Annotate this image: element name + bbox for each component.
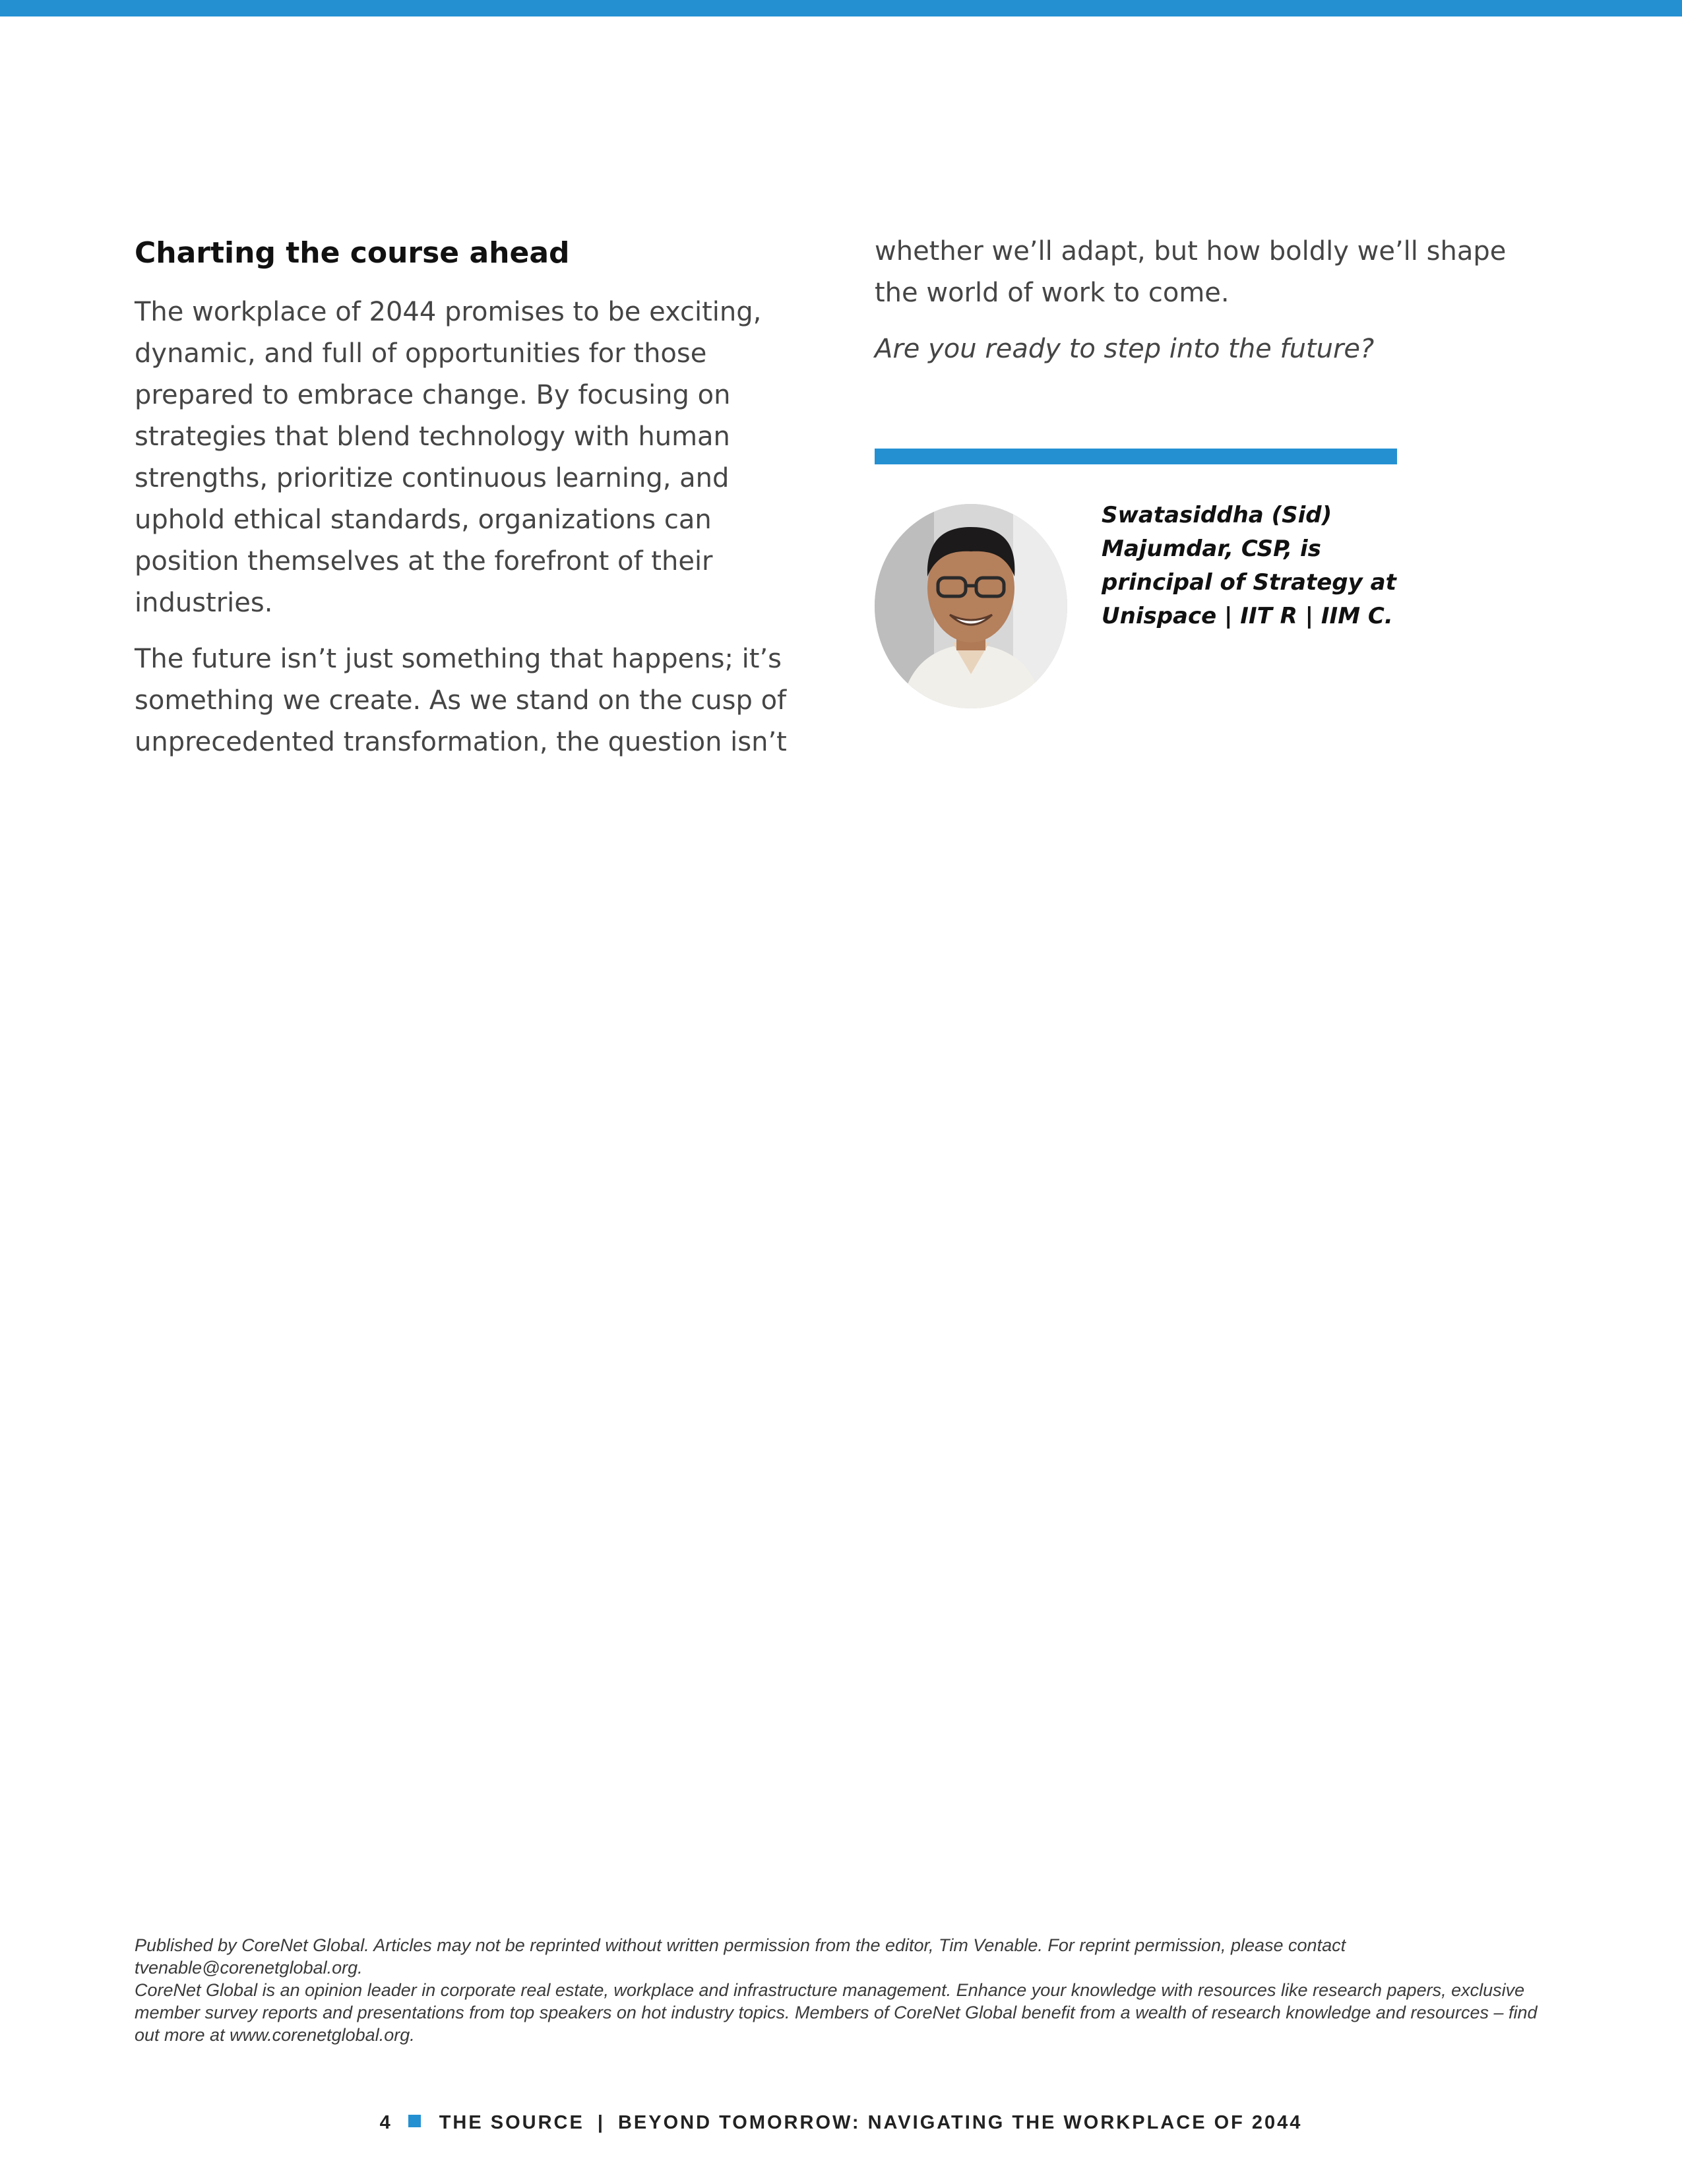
closing-question: Are you ready to step into the future?: [875, 334, 1375, 364]
author-bio: Swatasiddha (Sid) Majumdar, CSP, is principal of Strategy at Unispace | IIT R | IIM C.: [1102, 502, 1396, 629]
author-portrait-illustration: [875, 504, 1067, 708]
square-bullet-icon: [408, 2115, 421, 2127]
right-column: [875, 231, 1534, 385]
about-corenet: CoreNet Global is an opinion leader in corporate real estate, workplace and infrastructure management. Enhance your knowledge with resources like research papers, exclusive member survey reports and presentations from top speakers on hot industry topics. Members of CoreNet Global benefit from a wealth of research knowledge and resources – find out more at www.corenetglobal.org.: [135, 1980, 1538, 2045]
top-accent-bar: [0, 0, 1682, 16]
body-paragraph: The workplace of 2044 promises to be exciting, dynamic, and full of opportunities for those prepared to embrace change. By focusing on strategies that blend technology with human strengths, prioritize continuous learning, and uphold ethical standards, organizations can position themselves at the forefront of their industries.: [135, 297, 762, 618]
author-divider: [875, 449, 1397, 464]
issue-title: BEYOND TOMORROW: NAVIGATING THE WORKPLACE OF 2044: [617, 2112, 1303, 2133]
section-heading: Charting the course ahead: [135, 236, 570, 270]
publication-name: THE SOURCE: [439, 2112, 584, 2133]
page-number: 4: [379, 2112, 392, 2133]
left-column: [135, 231, 821, 778]
reprint-notice: Published by CoreNet Global. Articles may not be reprinted without written permission from the editor, Tim Venable. For reprint permission, please contact tvenable@corenetglobal.org.: [135, 1935, 1346, 1978]
body-paragraph: whether we’ll adapt, but how boldly we’ll shape the world of work to come.: [875, 236, 1507, 308]
body-paragraph: The future isn’t just something that happens; it’s something we create. As we stand on the cusp of unprecedented transformation, the question isn’t: [135, 644, 787, 757]
author-photo: [875, 504, 1067, 708]
footer-separator: |: [597, 2112, 605, 2133]
page-footer: [0, 2109, 1682, 2136]
